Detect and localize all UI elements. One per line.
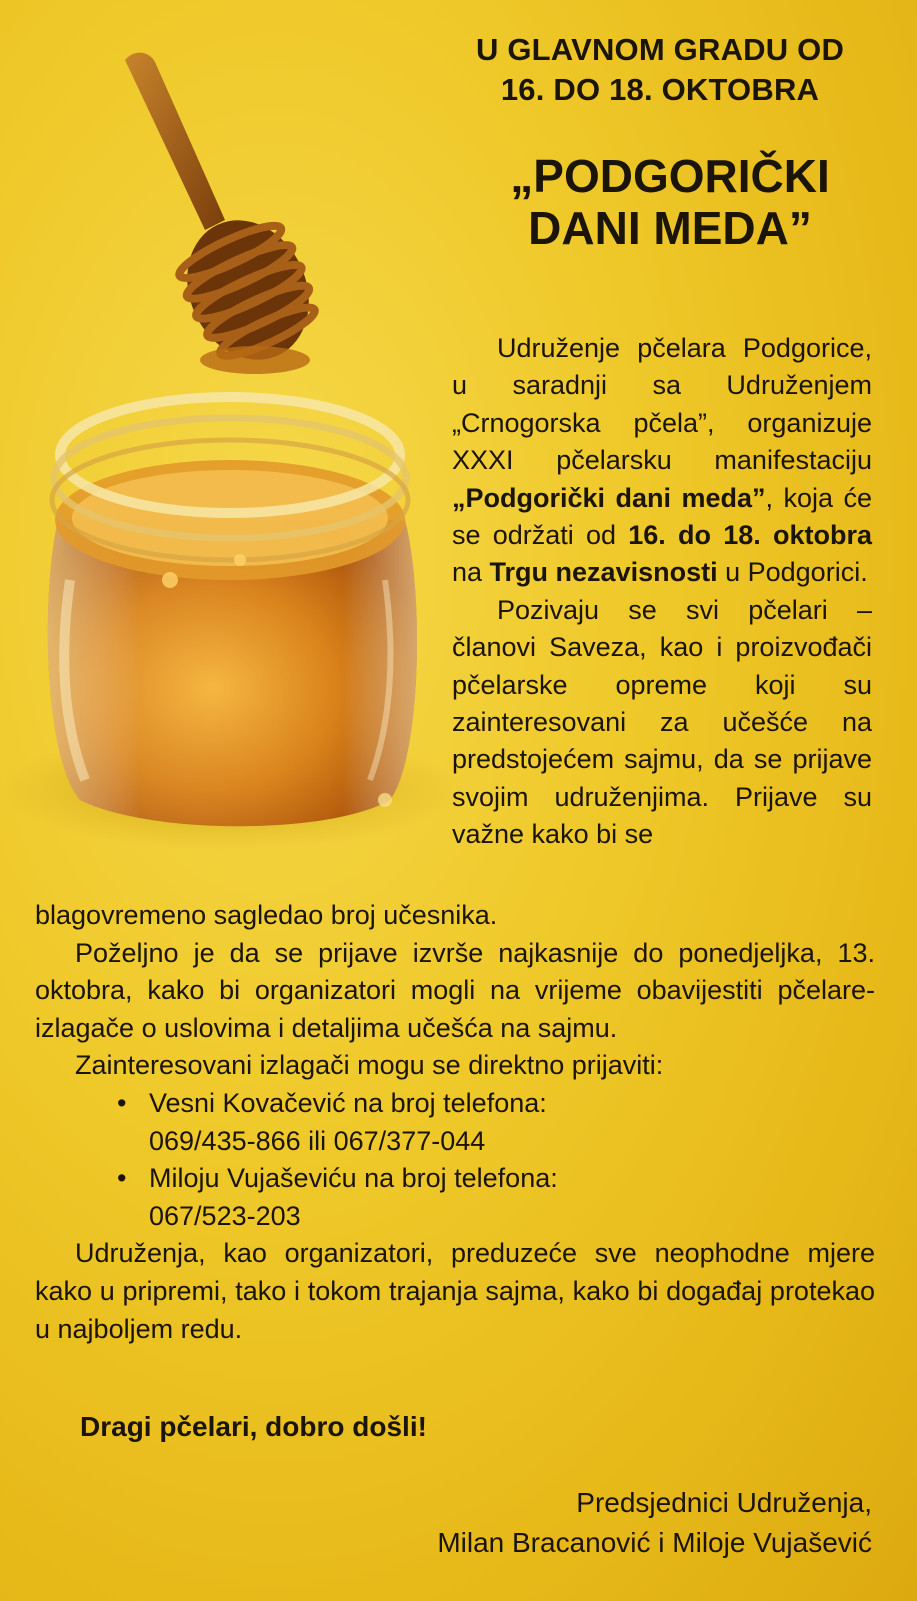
contact-phone: 067/523-203 bbox=[149, 1200, 301, 1231]
text-run: u Podgorici. bbox=[717, 557, 868, 588]
honey-jar-icon bbox=[48, 397, 417, 826]
bullet-icon: • bbox=[117, 1163, 127, 1194]
bullet-icon: • bbox=[117, 1087, 127, 1118]
honey-dipper-icon bbox=[125, 53, 331, 380]
organizers-paragraph: Udruženja, kao organizatori, preduzeće sve neophodne mjere kako u pripremi, tako i tokom trajanja sajma, kako bi događaj protekao u najboljem redu. bbox=[35, 1238, 875, 1344]
title-line: DANI MEDA” bbox=[528, 202, 812, 254]
contact-phone: 069/435-866 ili 067/377-044 bbox=[149, 1125, 486, 1156]
contact-name: Miloju Vujaševiću na broj telefona: bbox=[149, 1163, 558, 1194]
event-title bbox=[470, 150, 870, 254]
greeting: Dragi pčelari, dobro došli! bbox=[80, 1411, 427, 1442]
contact-list bbox=[35, 1085, 875, 1235]
text-run: , koja će se održati od bbox=[452, 482, 872, 551]
event-kicker bbox=[440, 30, 880, 110]
deadline-paragraph: Poželjno je da se prijave izvrše najkasnije do ponedjeljka, 13. oktobra, kako bi organizatori mogli na vrijeme obavijestiti pčelare-izlagače o uslovima i detaljima učešća na sajmu. bbox=[35, 937, 875, 1043]
invitation-paragraph: Pozivaju se svi pčelari – članovi Saveza, kao i proizvođači pčelarske opreme koji su zainteresovani za učešće na predstojećem sajmu, da se prijave svojim udruženjima. Prijave su važne kako bi se bbox=[452, 594, 872, 850]
event-name: „Podgorički dani meda” bbox=[452, 482, 766, 513]
contact-name: Vesni Kovačević na broj telefona: bbox=[149, 1087, 547, 1118]
event-dates: 16. do 18. oktobra bbox=[628, 520, 872, 551]
article-column bbox=[452, 330, 872, 854]
text-run: Udruženje pčelara Podgorice, u saradnji sa Udruženjem „Crnogorska pčela”, organizuje XXXI pčelarsku manifestaciju bbox=[452, 333, 872, 476]
text-run: na bbox=[452, 557, 490, 588]
signature bbox=[437, 1483, 872, 1563]
invitation-paragraph-end: blagovremeno sagledao broj učesnika. bbox=[35, 900, 498, 930]
intro-paragraph bbox=[452, 330, 872, 592]
kicker-line: 16. DO 18. OKTOBRA bbox=[500, 72, 820, 107]
kicker-line: U GLAVNOM GRADU OD bbox=[475, 32, 845, 67]
signature-title: Predsjednici Udruženja, bbox=[576, 1487, 872, 1518]
list-item bbox=[117, 1160, 875, 1235]
title-line: „PODGORIČKI bbox=[510, 150, 830, 202]
list-item bbox=[117, 1085, 875, 1160]
signature-names: Milan Bracanović i Miloje Vujašević bbox=[437, 1527, 872, 1558]
contacts-intro: Zainteresovani izlagači mogu se direktno prijaviti: bbox=[75, 1050, 664, 1081]
event-venue: Trgu nezavisnosti bbox=[489, 557, 718, 588]
article-body bbox=[35, 897, 875, 1348]
